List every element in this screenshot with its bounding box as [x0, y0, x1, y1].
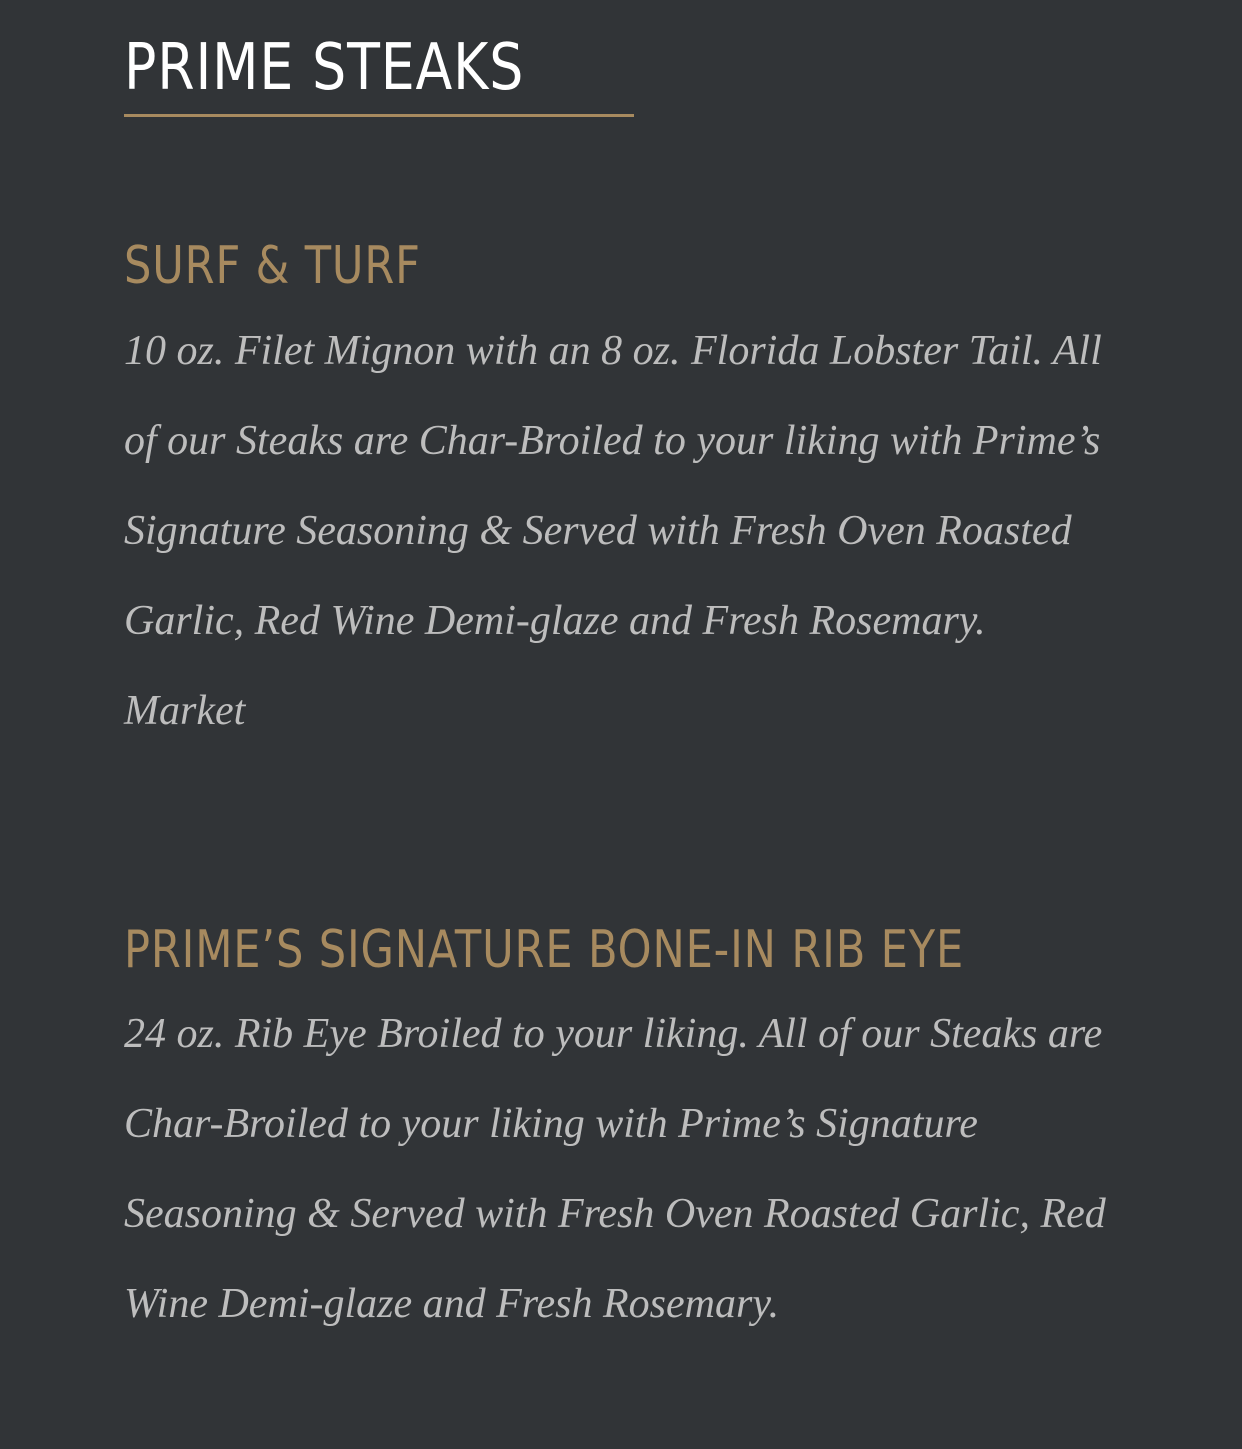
section-title: PRIME STEAKS — [124, 31, 525, 105]
menu-item-description: 24 oz. Rib Eye Broiled to your liking. All of our Steaks are Char-Broiled to your liking with Prime’s Signature Seasoning & Served with Fresh Oven Roasted Garlic, Red Wine Demi-glaze and Fresh Rosemary. — [124, 1011, 1106, 1327]
menu-item-name: PRIME’S SIGNATURE BONE-IN RIB EYE — [124, 920, 965, 980]
menu-item-description: 10 oz. Filet Mignon with an 8 oz. Florida Lobster Tail. All of our Steaks are Char-Broiled to your liking with Prime’s Signature Seasoning & Served with Fresh Oven Roasted Garlic, Red Wine Demi-glaze and Fresh Rosemary. — [124, 328, 1102, 644]
menu-item-price: Market — [124, 688, 246, 734]
title-underline — [124, 114, 634, 117]
menu-item-name: SURF & TURF — [124, 236, 421, 296]
